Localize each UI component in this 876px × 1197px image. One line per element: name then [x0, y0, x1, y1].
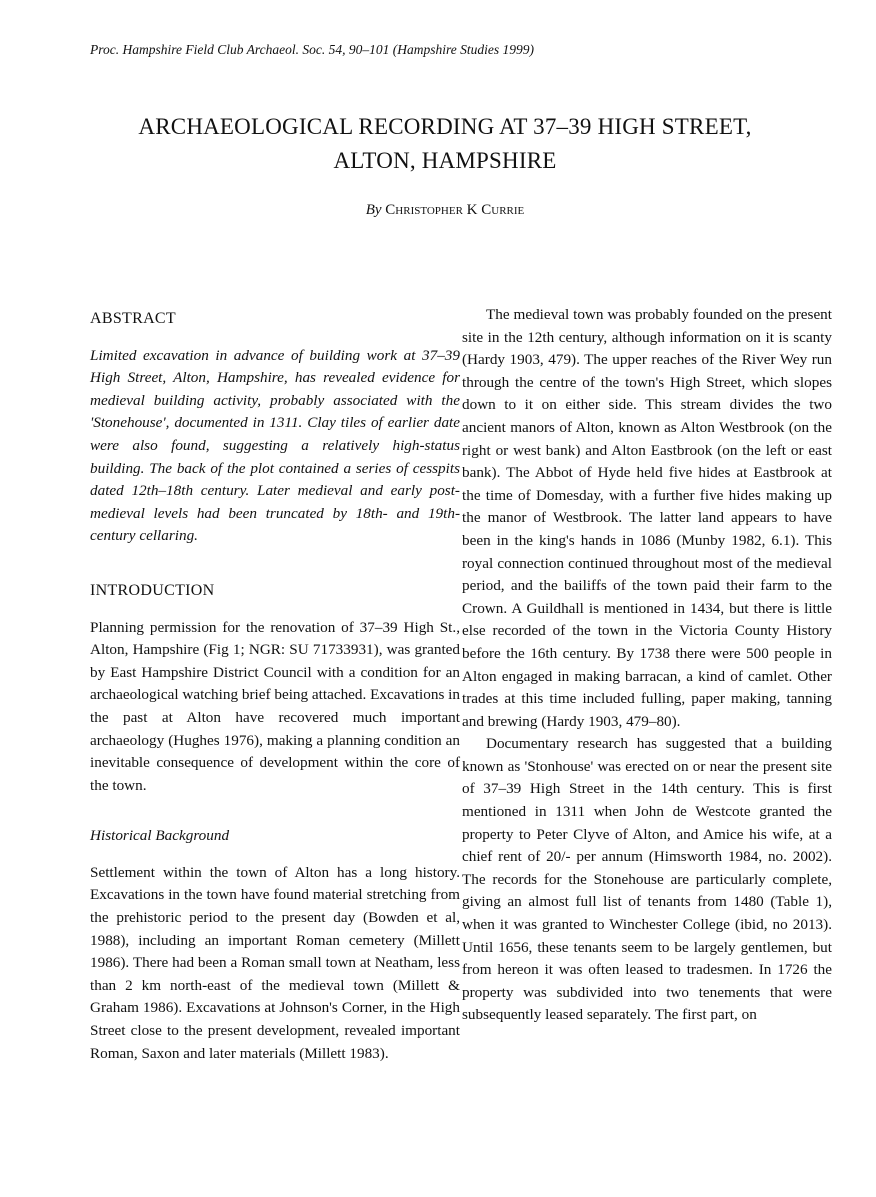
- introduction-text: Planning permission for the renovation of 37–39 High St., Alton, Hampshire (Fig 1; NGR: SU 71733931), was granted by East Hampshire District Council with a condition for an archaeological watching brief being attached. Excavations in the past at Alton have recovered much important archaeology (Hughes 1976), making a planning condition an inevitable consequence of development within the core of the town.: [90, 618, 460, 794]
- right-column: [462, 300, 832, 1027]
- article-title: [60, 110, 830, 178]
- byline: [60, 202, 830, 219]
- paragraph-medieval-town: The medieval town was probably founded on the present site in the 12th century, although information on it is scanty (Hardy 1903, 479). The upper reaches of the River Wey run through the centre of the town's High Street, which slopes down to it on either side. This stream divides the two ancient manors of Alton, known as Alton Westbrook (on the right or west bank) and Alton Eastbrook (on the left or east bank). The Abbot of Hyde held five hides at Eastbrook at the time of Domesday, with a further five hides making up the manor of Westbrook. The latter land appears to have been in the king's hands in 1086 (Munby 1982, 6.1). This royal connection continued throughout most of the medieval period, and the bailiffs of the town paid their farm to the Crown. A Guildhall is mentioned in 1434, but there is little else recorded of the town in the Victoria County History before the 16th century. By 1738 there were 500 people in Alton engaged in making barracan, a kind of camlet. Other trades at this time included fulling, paper making, tanning and brewing (Hardy 1903, 479–80).: [462, 306, 832, 730]
- title-line-2: ALTON, HAMPSHIRE: [333, 148, 557, 173]
- title-line-1: ARCHAEOLOGICAL RECORDING AT 37–39 HIGH STREET,: [138, 114, 752, 139]
- journal-citation: Proc. Hampshire Field Club Archaeol. Soc. 54, 90–101 (Hampshire Studies 1999): [90, 42, 534, 57]
- byline-prefix: By: [365, 202, 382, 218]
- paragraph-documentary-research: Documentary research has suggested that a building known as 'Stonhouse' was erected on or near the present site of 37–39 High Street in the 14th century. This is first mentioned in 1311 when John de Westcote granted the property to Peter Clyve of Alton, and Amice his wife, at a chief rent of 20/- per annum (Himsworth 1984, no. 2002). The records for the Stonehouse are particularly complete, giving an almost full list of tenants from 1480 (Table 1), when it was granted to Winchester College (ibid, no 2013). Until 1656, these tenants seem to be largely gentlemen, but from hereon it was often leased to tradesmen. In 1726 the property was subdivided into two tenements that were subsequently leased separately. The first part, on: [462, 735, 832, 1024]
- abstract-text: Limited excavation in advance of building work at 37–39 High Street, Alton, Hampshire, has revealed evidence for medieval building activity, probably associated with the 'Stonehouse', documented in 1311. Clay tiles of earlier date were also found, suggesting a relatively high-status building. The back of the plot contained a series of cesspits dated 12th–18th century. Later medieval and early post-medieval levels had been truncated by 18th- and 19th-century cellaring.: [90, 346, 460, 545]
- author-name: Christopher K Currie: [385, 202, 525, 218]
- introduction-heading: INTRODUCTION: [90, 581, 215, 599]
- historical-background-text: Settlement within the town of Alton has a long history. Excavations in the town have found material stretching from the prehistoric period to the present day (Bowden et al, 1988), including an important Roman cemetery (Millett 1986). There had been a Roman small town at Neatham, less than 2 km north-east of the medieval town (Millett & Graham 1986). Excavations at Johnson's Corner, in the High Street close to the present development, revealed important Roman, Saxon and later materials (Millett 1983).: [90, 863, 460, 1062]
- left-column: [90, 300, 460, 1065]
- abstract-heading: ABSTRACT: [90, 310, 176, 327]
- historical-background-heading: Historical Background: [90, 827, 230, 845]
